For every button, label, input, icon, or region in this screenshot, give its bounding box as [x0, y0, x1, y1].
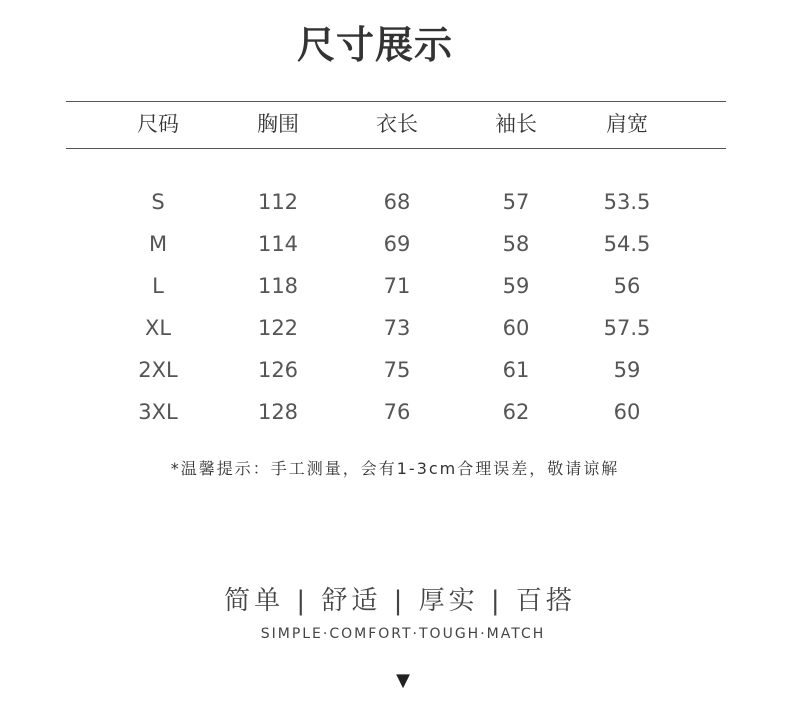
table-cell: 3XL: [138, 400, 178, 424]
table-cell: XL: [144, 316, 172, 340]
header-sleeve: 袖长: [495, 112, 537, 136]
header-chest: 胸围: [257, 112, 299, 136]
table-cell: 54.5: [603, 232, 651, 256]
table-cell: 114: [257, 232, 299, 256]
header-size: 尺码: [137, 112, 179, 136]
table-cell: 76: [383, 400, 411, 424]
table-cell: 112: [257, 190, 299, 214]
page-title: 尺寸展示: [296, 23, 453, 67]
table-cell: 53.5: [603, 190, 651, 214]
table-cell: L: [152, 274, 164, 298]
table-header-rule: [66, 148, 726, 149]
table-cell: 61: [502, 358, 530, 382]
table-cell: 60: [502, 316, 530, 340]
table-cell: 128: [257, 400, 299, 424]
table-cell: 71: [383, 274, 411, 298]
table-cell: 56: [613, 274, 641, 298]
table-cell: 118: [257, 274, 299, 298]
table-cell: M: [148, 232, 168, 256]
table-cell: 2XL: [138, 358, 178, 382]
table-cell: 126: [257, 358, 299, 382]
slogan-english: SIMPLE·COMFORT·TOUGH·MATCH: [260, 626, 546, 642]
slogan-chinese: 简单 | 舒适 | 厚实 | 百搭: [224, 586, 576, 616]
table-cell: 58: [502, 232, 530, 256]
table-cell: 69: [383, 232, 411, 256]
table-cell: 73: [383, 316, 411, 340]
table-cell: 60: [613, 400, 641, 424]
table-cell: 59: [613, 358, 641, 382]
measurement-note: *温馨提示：手工测量，会有1-3cm合理误差，敬请谅解: [170, 459, 620, 478]
table-cell: 57: [502, 190, 530, 214]
header-length: 衣长: [376, 112, 418, 136]
header-shoulder: 肩宽: [606, 112, 648, 136]
table-cell: 75: [383, 358, 411, 382]
table-cell: 122: [257, 316, 299, 340]
table-cell: 62: [502, 400, 530, 424]
down-arrow-icon: ▼: [396, 670, 410, 691]
table-cell: 57.5: [603, 316, 651, 340]
table-cell: S: [151, 190, 165, 214]
table-top-rule: [66, 101, 726, 102]
table-cell: 59: [502, 274, 530, 298]
table-cell: 68: [383, 190, 411, 214]
